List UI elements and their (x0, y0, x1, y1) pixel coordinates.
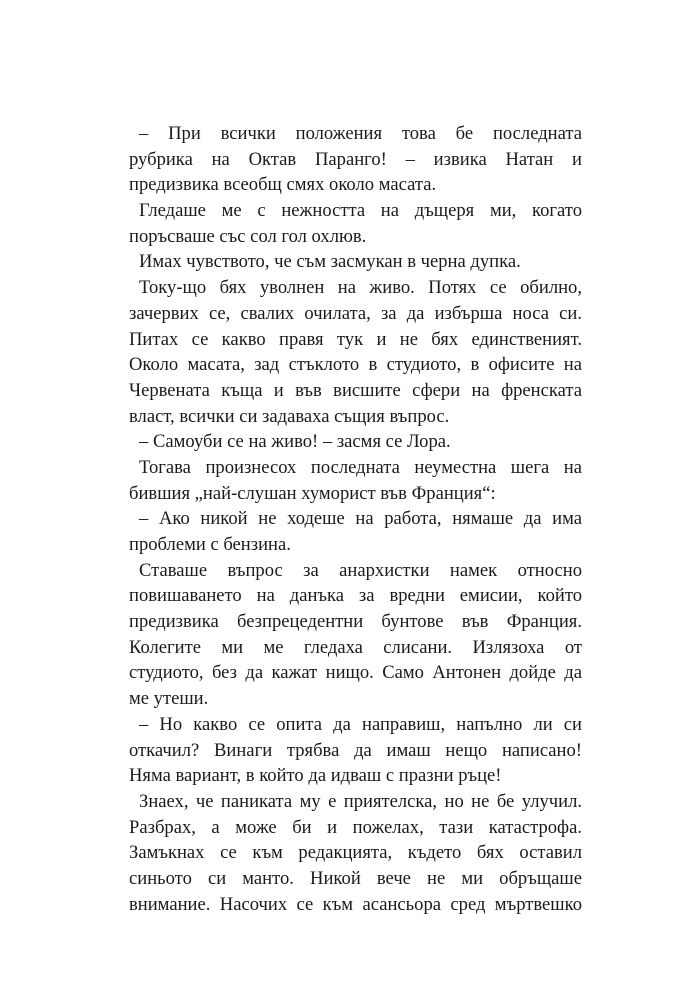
text-line: Ставаше въпрос за анархистки намек относно (139, 559, 582, 581)
text-line: предизвика всеобщ смях около масата. (129, 174, 437, 196)
paragraph (129, 198, 582, 249)
paragraph (129, 455, 582, 506)
text-line: зачервих се, свалих очилата, за да избърша носа си. (129, 302, 582, 324)
text-line: студиото, без да кажат нищо. Само Антонен дойде да (129, 662, 582, 684)
body-text (129, 121, 582, 917)
text-line: Червената къща и във висшите сфери на френската (129, 379, 582, 401)
text-line: Току-що бях уволнен на живо. Потях се обилно, (139, 277, 582, 299)
paragraph (129, 275, 582, 429)
paragraph (129, 789, 582, 917)
text-line: Замъкнах се към редакцията, където бях оставил (129, 842, 582, 864)
paragraph (129, 429, 582, 455)
text-line: Знаех, че паниката му е приятелска, но не бе улучил. (139, 790, 582, 812)
text-line: власт, всички си задаваха същия въпрос. (129, 405, 450, 427)
text-line: бившия „най-слушан хуморист във Франция“: (129, 482, 496, 504)
text-line: ме утеши. (129, 688, 209, 710)
text-line: – Но какво се опита да направиш, напълно ли си (139, 713, 582, 735)
paragraph (129, 712, 582, 789)
text-line: рубрика на Октав Паранго! – извика Натан и (129, 148, 582, 170)
text-line: Имах чувството, че съм засмукан в черна дупка. (139, 251, 521, 273)
text-line: Няма вариант, в който да идваш с празни ръце! (129, 765, 502, 787)
text-line: проблеми с бензина. (129, 534, 291, 555)
text-line: Тогава произнесох последната неуместна шега на (139, 456, 582, 478)
paragraph (129, 506, 582, 557)
paragraph (129, 249, 582, 275)
text-line: Гледаше ме с нежността на дъщеря ми, когато (139, 200, 582, 222)
paragraph (129, 558, 582, 712)
text-line: Около масата, зад стъклото в студиото, в офисите на (129, 354, 582, 376)
text-line: поръсваше със сол гол охлюв. (129, 225, 367, 247)
text-line: – Самоуби се на живо! – засмя се Лора. (139, 431, 451, 453)
text-line: откачил? Винаги трябва да имаш нещо написано! (129, 739, 582, 761)
text-line: – Ако никой не ходеше на работа, нямаше да има (139, 508, 582, 530)
text-line: повишаването на данъка за вредни емисии, който (129, 585, 582, 607)
text-line: Колегите ми ме гледаха слисани. Излязоха от (129, 636, 582, 658)
text-line: синьото си манто. Никой вече не ми обръщаше (129, 867, 582, 889)
paragraph (129, 121, 582, 198)
text-line: внимание. Насочих се към асансьора сред мъртвешко (129, 893, 582, 915)
text-line: Разбрах, а може би и пожелах, тази катастрофа. (129, 816, 582, 838)
text-line: – При всички положения това бе последната (139, 123, 582, 144)
text-line: Питах се какво правя тук и не бях единственият. (129, 328, 582, 350)
text-line: предизвика безпрецедентни бунтове във Франция. (129, 611, 582, 633)
